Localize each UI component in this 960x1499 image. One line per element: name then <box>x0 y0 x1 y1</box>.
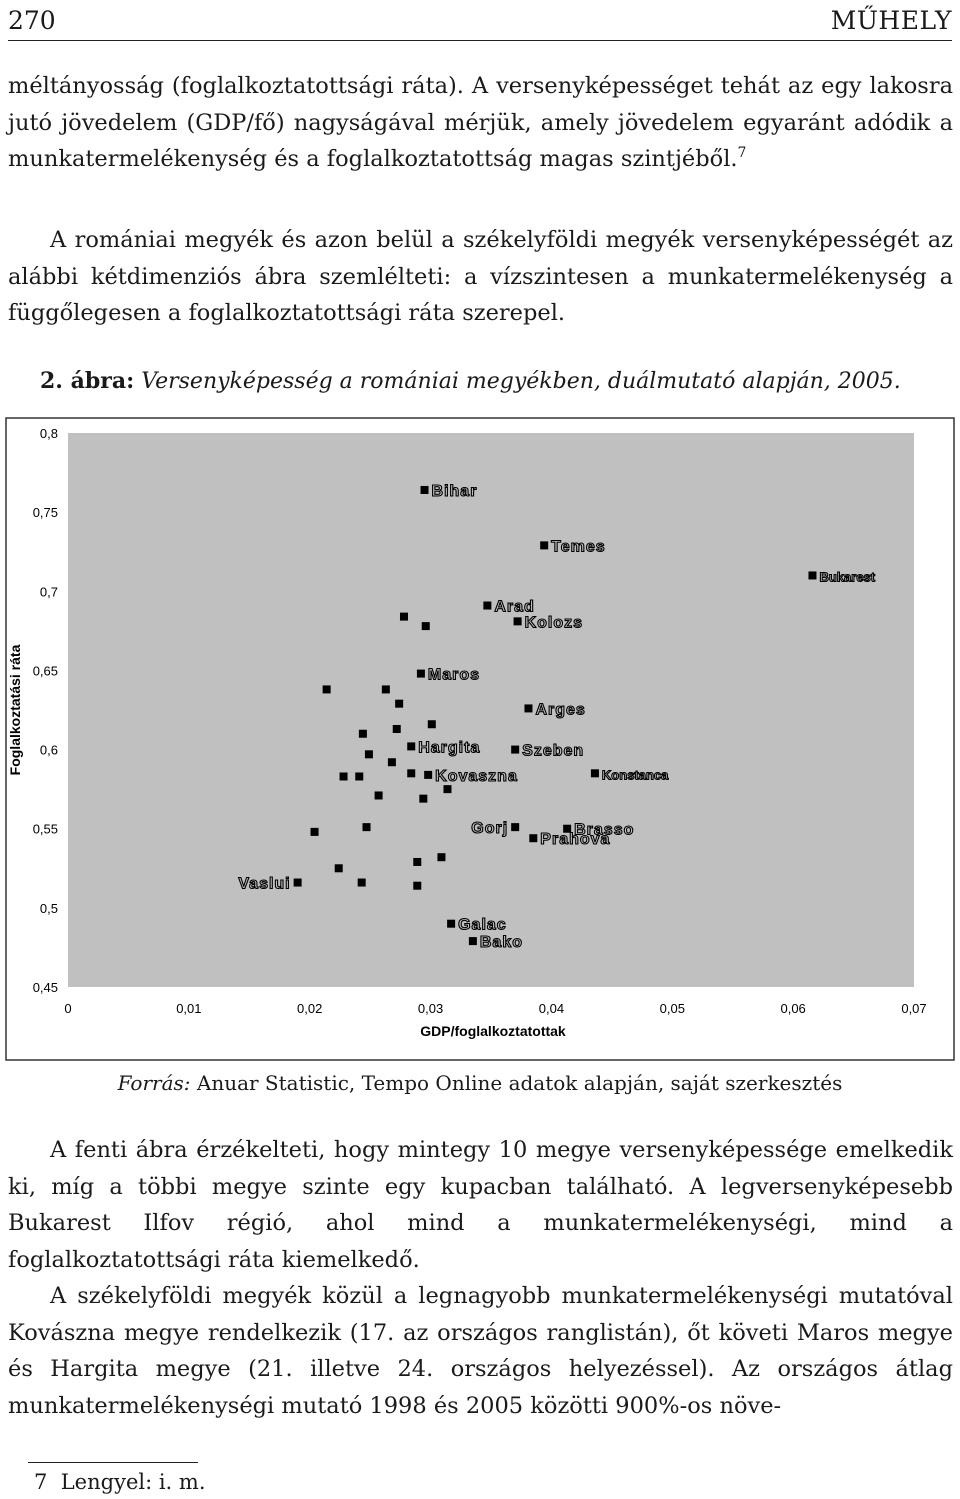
data-point-marker <box>511 823 519 831</box>
data-point-marker <box>400 613 408 621</box>
data-point-marker <box>407 742 415 750</box>
source-text: Anuar Statistic, Tempo Online adatok alapján, saját szerkesztés <box>196 1071 843 1095</box>
data-point-marker <box>447 920 455 928</box>
figure-caption <box>40 368 940 394</box>
data-point-label: Galac <box>458 916 507 934</box>
data-point-marker <box>469 937 477 945</box>
data-point-marker <box>413 882 421 890</box>
paragraph-1-text: méltányosság (foglalkoztatottsági ráta). A versenyképességet tehát az egy lakosra jutó jövedelem (GDP/fő) nagyságával mérjük, amely jövedelem egyaránt adódik a munkatermelékenység és a foglalkoztatottság magas szintjéből. <box>8 73 953 172</box>
data-point-marker <box>365 750 373 758</box>
data-point-label: Bako <box>479 934 523 952</box>
footnote <box>34 1470 206 1494</box>
footnote-number: 7 <box>34 1470 48 1494</box>
data-point-marker <box>437 853 445 861</box>
x-tick-label: 0,07 <box>901 1001 927 1016</box>
data-point-label: Kovaszna <box>435 767 518 785</box>
data-point-marker <box>591 769 599 777</box>
data-point-marker <box>395 700 403 708</box>
y-tick-label: 0,7 <box>39 584 58 600</box>
data-point-label: Hargita <box>418 739 481 757</box>
data-point-marker <box>355 772 363 780</box>
data-point-marker <box>335 864 343 872</box>
y-tick-label: 0,6 <box>39 742 58 758</box>
data-point-label: Bihar <box>431 482 478 500</box>
y-tick-label: 0,5 <box>39 900 58 916</box>
x-tick-label: 0,06 <box>780 1001 806 1016</box>
source-label: Forrás: <box>117 1071 191 1095</box>
data-point-marker <box>393 725 401 733</box>
data-point-label: Prahova <box>540 831 611 849</box>
data-point-marker <box>359 730 367 738</box>
x-tick-label: 0,03 <box>417 1001 444 1016</box>
data-point-marker <box>311 828 319 836</box>
data-point-label: Vaslui <box>238 875 291 893</box>
x-tick-label: 0 <box>64 1001 72 1016</box>
page-number: 270 <box>8 6 56 35</box>
data-point-marker <box>808 571 816 579</box>
data-point-label: Arges <box>535 701 586 719</box>
y-axis-title: Foglalkoztatási ráta <box>7 644 23 776</box>
data-point-marker <box>323 685 331 693</box>
data-point-marker <box>407 769 415 777</box>
data-point-label: Gorj <box>471 820 509 838</box>
footnote-text: Lengyel: i. m. <box>60 1470 206 1494</box>
data-point-label: Arad <box>494 598 535 616</box>
data-point-label: Konstanca <box>601 767 669 783</box>
data-point-label: Brasso <box>574 821 635 839</box>
y-tick-label: 0,55 <box>32 821 58 837</box>
data-point-marker <box>358 879 366 887</box>
footnote-separator <box>28 1462 198 1463</box>
x-tick-label: 0,05 <box>659 1001 685 1016</box>
x-axis-title: GDP/foglalkoztatottak <box>420 1023 566 1039</box>
section-title: MŰHELY <box>830 6 952 35</box>
paragraph-2: A romániai megyék és azon belül a székelyföldi megyék versenyképességét az alábbi kétdimenziós ábra szemlélteti: a vízszintesen a munkatermelékenység a függőlegesen a foglalkoztatottsági ráta szerepel. <box>8 227 953 326</box>
figure-label: 2. ábra: <box>40 368 135 394</box>
data-point-marker <box>428 720 436 728</box>
data-point-marker <box>514 617 522 625</box>
paragraph-4: A székelyföldi megyék közül a legnagyobb munkatermelékenységi mutatóval Kovászna megye rendelkezik (17. az országos ranglistán), őt követi Maros megye és Hargita megye (21. illetve 24. országos helyezéssel). Az országos átlag munkatermelékenységi mutató 1998 és 2005 közötti 900%-os növe- <box>8 1283 953 1419</box>
data-point-marker <box>529 834 537 842</box>
data-point-marker <box>419 795 427 803</box>
data-point-marker <box>421 486 429 494</box>
data-point-marker <box>443 785 451 793</box>
x-tick-label: 0,02 <box>297 1001 323 1016</box>
x-tick-label: 0,04 <box>538 1001 565 1016</box>
y-tick-label: 0,8 <box>39 426 58 441</box>
data-point-label: Kolozs <box>524 614 584 632</box>
data-point-marker <box>483 602 491 610</box>
data-point-label: Bukarest <box>819 569 876 585</box>
data-point-marker <box>413 858 421 866</box>
scatter-chart <box>0 408 960 1068</box>
data-point-marker <box>422 622 430 630</box>
plot-area <box>68 433 914 987</box>
running-header <box>8 6 952 41</box>
figure-title: Versenyképesség a romániai megyékben, duálmutató alapján, 2005. <box>141 369 901 394</box>
footnote-reference[interactable]: 7 <box>737 145 747 161</box>
data-point-label: Temes <box>551 538 606 556</box>
data-point-label: Maros <box>427 666 481 684</box>
paragraph-3: A fenti ábra érzékelteti, hogy mintegy 10 megye versenyképessége emelkedik ki, míg a többi megye szinte egy kupacban található. A legversenyképesebb Bukarest Ilfov régió, ahol mind a munkatermelékenységi, mind a foglalkoztatottsági ráta kiemelkedő. <box>8 1137 953 1273</box>
data-point-label: Szeben <box>522 742 585 760</box>
data-point-marker <box>388 758 396 766</box>
figure-source <box>0 1071 960 1095</box>
data-point-marker <box>417 670 425 678</box>
data-point-marker <box>424 771 432 779</box>
y-tick-label: 0,65 <box>32 663 58 679</box>
data-point-marker <box>294 879 302 887</box>
y-tick-label: 0,75 <box>32 505 58 521</box>
data-point-marker <box>540 541 548 549</box>
y-tick-label: 0,45 <box>32 980 58 995</box>
data-point-marker <box>363 823 371 831</box>
x-tick-label: 0,01 <box>176 1001 202 1016</box>
data-point-marker <box>340 772 348 780</box>
data-point-marker <box>524 704 532 712</box>
data-point-marker <box>375 791 383 799</box>
paragraph-1 <box>8 68 953 178</box>
data-point-marker <box>382 685 390 693</box>
data-point-marker <box>511 746 519 754</box>
